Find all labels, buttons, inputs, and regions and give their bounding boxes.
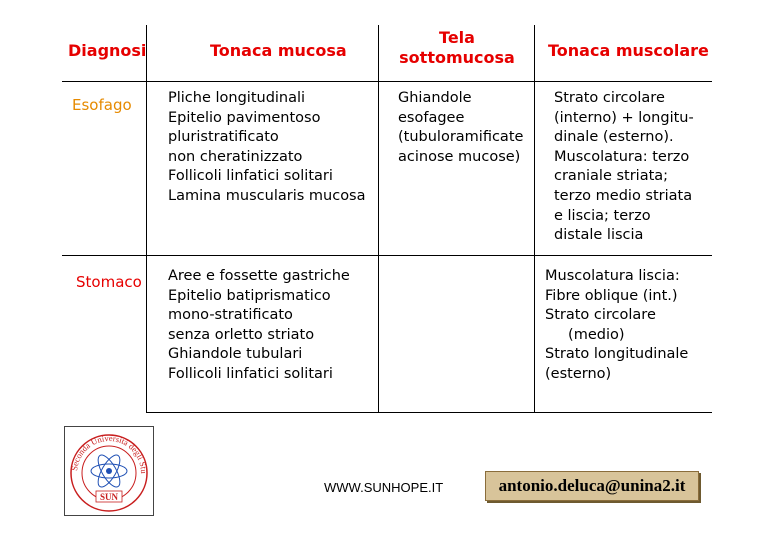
email-address[interactable]: antonio.deluca@unina2.it [498,476,686,495]
svg-text:SUN: SUN [99,492,119,502]
cell-line: Follicoli linfatici solitari [168,168,333,185]
cell-line: Ghiandole [398,90,472,106]
header-tonaca-muscolare: Tonaca muscolare [548,41,709,60]
cell-line: e liscia; terzo [554,207,651,224]
cell-line: acinose mucose) [398,148,521,165]
cell-line: non cheratinizzato [168,148,303,165]
cell-line: senza orletto striato [168,326,315,343]
row-label-stomaco: Stomaco [76,273,142,291]
table-vline-1 [146,25,147,413]
cell-line: Aree e fossette gastriche [168,268,350,284]
cell-line: (interno) + longitu- [554,109,694,126]
table-vline-2 [378,25,379,413]
cell-line: esofagee [398,109,465,126]
cell-esofago-mucosa [168,89,366,207]
table-hline-bottom [146,412,712,413]
cell-line: terzo medio striata [554,187,693,204]
cell-line: Muscolatura: terzo [554,148,690,165]
footer-website-link[interactable]: WWW.SUNHOPE.IT [324,480,444,495]
cell-line: Strato longitudinale [545,346,689,363]
cell-line: Lamina muscularis mucosa [168,187,366,204]
header-sottomucosa-line1: Tela [439,28,475,47]
header-sottomucosa-line2: sottomucosa [399,48,515,67]
university-seal-icon [65,427,153,515]
cell-line: Follicoli linfatici solitari [168,365,333,382]
cell-line: (tubuloramificate [398,129,524,146]
cell-stomaco-muscolare [545,267,688,385]
cell-line: mono-stratificato [168,307,293,324]
cell-line: Strato circolare [554,90,665,106]
cell-line: Pliche longitudinali [168,90,306,106]
email-contact-box[interactable] [485,471,699,501]
cell-esofago-muscolare [554,89,694,246]
cell-line: (esterno) [545,365,612,382]
row-label-esofago: Esofago [72,96,132,114]
cell-line: Ghiandole tubulari [168,346,303,363]
cell-esofago-sottomucosa [398,89,523,167]
cell-line: Fibre oblique (int.) [545,287,678,304]
table-hline-header [62,81,712,82]
cell-line: distale liscia [554,227,644,244]
cell-line: pluristratificato [168,129,279,146]
cell-line: Muscolatura liscia: [545,268,680,284]
cell-line: Epitelio pavimentoso [168,109,321,126]
cell-stomaco-mucosa [168,267,350,385]
table-hline-row1 [62,255,712,256]
svg-text:Seconda Università degli Studi: Seconda Università degli Stu [69,432,150,474]
cell-line: Epitelio batiprismatico [168,287,331,304]
cell-line: (medio) [545,326,625,343]
header-diagnosi: Diagnosi [68,41,147,60]
cell-line: Strato circolare [545,307,656,324]
cell-line: dinale (esterno). [554,129,674,146]
header-tela-sottomucosa [380,28,534,68]
table-vline-3 [534,25,535,413]
university-logo [64,426,154,516]
cell-line: craniale striata; [554,168,669,185]
header-tonaca-mucosa: Tonaca mucosa [210,41,347,60]
